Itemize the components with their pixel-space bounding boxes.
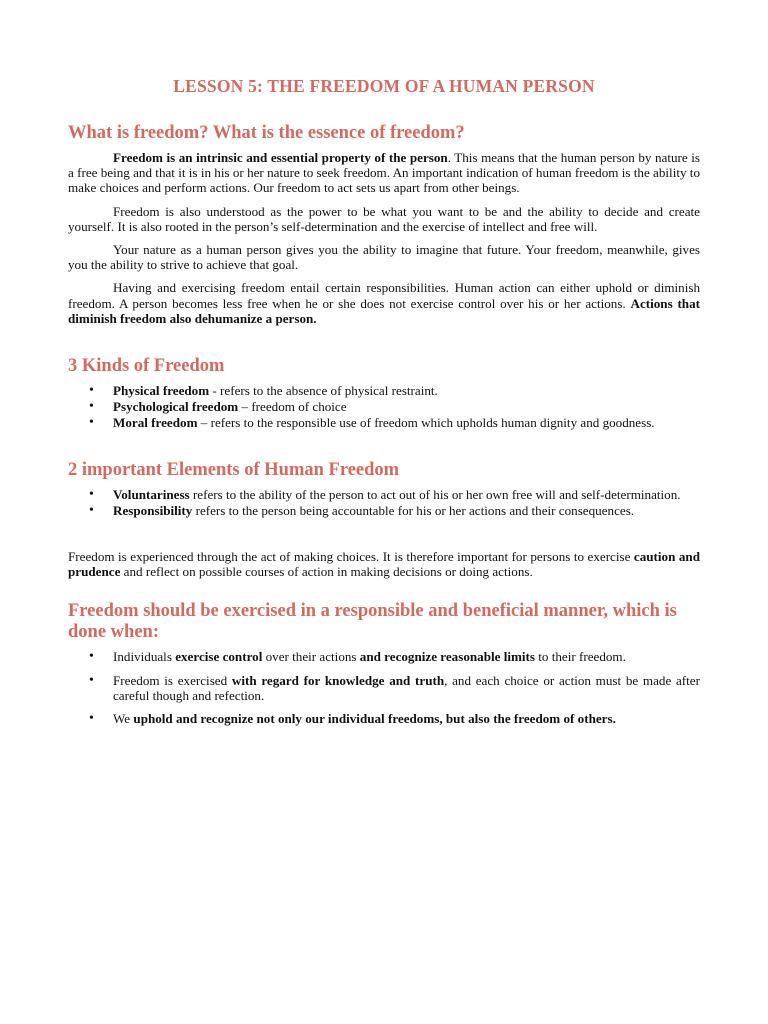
list-item <box>113 503 700 518</box>
bold-phrase: Freedom is an intrinsic and essential property of the person <box>113 150 448 165</box>
term: Responsibility <box>113 502 193 518</box>
text: We <box>113 711 134 727</box>
paragraph-responsibilities <box>68 280 700 326</box>
text: to their freedom. <box>534 649 626 665</box>
text: Individuals <box>113 649 176 665</box>
text: over their actions <box>262 649 360 665</box>
list-item <box>113 711 700 726</box>
section-heading-responsible: Freedom should be exercised in a responsible and beneficial manner, which is done when: <box>68 601 677 643</box>
list-item <box>113 673 700 703</box>
paragraph-power: Freedom is also understood as the power to be what you want to be and the ability to decide and create yourself. It is also rooted in the person’s self-determination and the exercise of intellect and free will. <box>68 203 700 234</box>
list-item <box>113 383 700 398</box>
paragraph-nature: Your nature as a human person gives you the ability to imagine that future. Your freedom, meanwhile, gives you the ability to strive to achieve that goal. <box>68 242 700 273</box>
term: Physical freedom <box>113 383 210 399</box>
description: – refers to the responsible use of freedom which upholds human dignity and goodness. <box>197 415 655 431</box>
section-heading-essence: What is freedom? What is the essence of freedom? <box>68 123 465 143</box>
bold-phrase: Actions that diminish freedom also dehumanize a person. <box>68 295 700 326</box>
bold-phrase: caution and prudence <box>68 549 700 580</box>
description: - refers to the absence of physical restraint. <box>209 383 438 399</box>
section-heading-elements: 2 important Elements of Human Freedom <box>68 459 400 480</box>
bold-phrase: uphold and recognize not only our individual freedoms, but also the freedom of others. <box>133 711 616 727</box>
term: Psychological freedom <box>113 399 239 415</box>
paragraph-intrinsic <box>68 150 700 196</box>
list-item <box>113 399 700 414</box>
section-heading-kinds: 3 Kinds of Freedom <box>68 356 225 377</box>
description: refers to the person being accountable for his or her actions and their consequences. <box>192 502 635 518</box>
paragraph-text: Freedom is experienced through the act of making choices. It is therefore important for persons to exercise <box>68 549 634 565</box>
list-item <box>113 649 700 664</box>
kinds-list <box>68 383 700 431</box>
term: Moral freedom <box>113 415 198 431</box>
bold-phrase: exercise control <box>175 649 263 665</box>
paragraph-choices <box>68 549 700 579</box>
text: , and each choice or action must be made after careful though and refection. <box>113 672 700 703</box>
responsible-list <box>68 649 700 726</box>
paragraph-text: Having and exercising freedom entail certain responsibilities. Human action can either uphold or diminish freedom. A person becomes less free when he or she does not exercise control over his or her actions. <box>68 280 700 311</box>
description: refers to the ability of the person to act out of his or her own free will and self-determination. <box>189 486 681 502</box>
elements-list <box>68 487 700 518</box>
bold-phrase: and recognize reasonable limits <box>359 649 535 665</box>
term: Voluntariness <box>113 486 190 502</box>
lesson-title: LESSON 5: THE FREEDOM OF A HUMAN PERSON <box>173 76 595 96</box>
bold-phrase: with regard for knowledge and truth <box>231 672 445 688</box>
text: Freedom is exercised <box>113 672 232 688</box>
paragraph-text: and reflect on possible courses of action in making decisions or doing actions. <box>120 564 533 580</box>
list-item <box>113 487 700 502</box>
paragraph-text: . This means that the human person by nature is a free being and that it is in his or her nature to seek freedom. An important indication of human freedom is the ability to make choices and perform actions. Our freedom to act sets us apart from other beings. <box>68 150 700 196</box>
list-item <box>113 415 700 430</box>
description: – freedom of choice <box>238 399 347 415</box>
